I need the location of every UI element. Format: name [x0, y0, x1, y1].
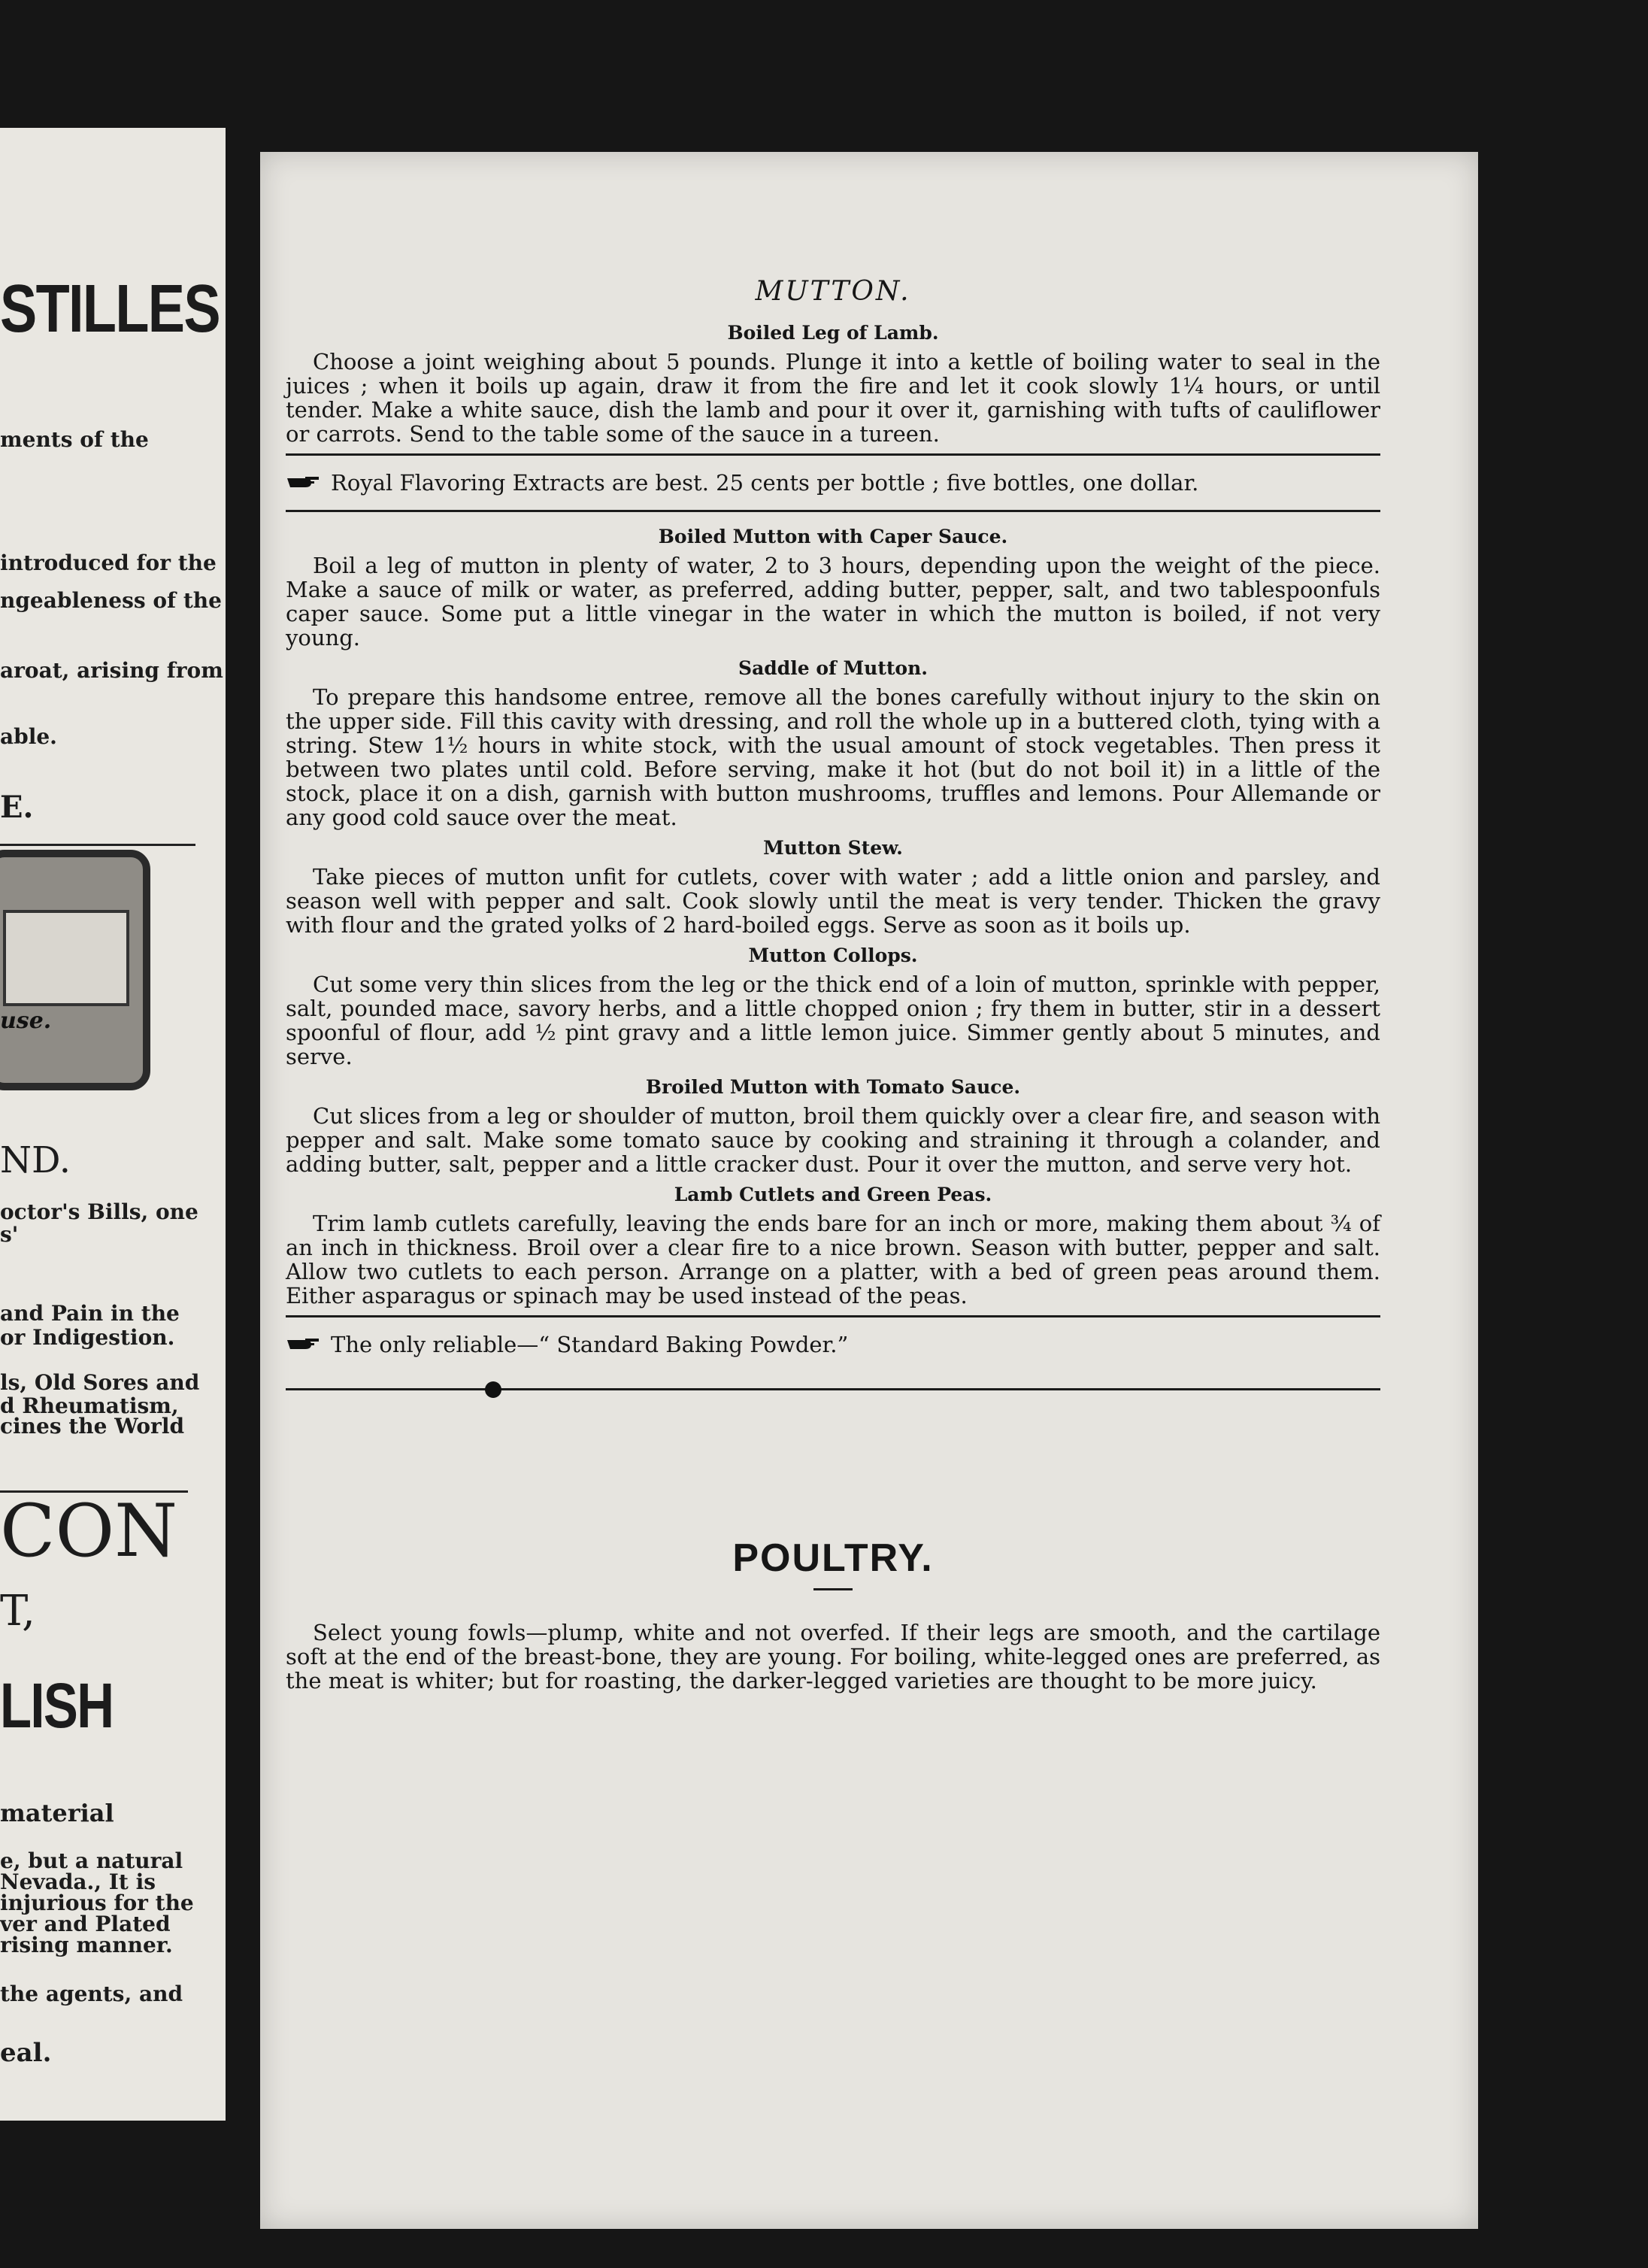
advert-text: The only reliable—“ Standard Baking Powder.” — [331, 1332, 849, 1357]
divider-line — [286, 1388, 1380, 1390]
recipe — [286, 1076, 1380, 1176]
left-page-fragment — [0, 128, 226, 2121]
advert-product-image — [0, 850, 150, 1090]
recipe-title: Boiled Mutton with Caper Sauce. — [658, 526, 1008, 547]
advert-text: Royal Flavoring Extracts are best. 25 cents per bottle ; five bottles, one dollar. — [331, 470, 1199, 496]
recipe-text: Cut some very thin slices from the leg or the thick end of a loin of mutton, sprinkle with pepper, salt, pounded mace, savory herbs, and a little chopped onion ; fry them in butter, stir in a dessert spoonful of flour, add ½ pint gravy and a little lemon juice. Simmer gently about 5 minutes, and serve. — [286, 972, 1380, 1069]
left-heading-fragment: CON — [0, 1489, 178, 1573]
cookbook-page — [260, 152, 1478, 2229]
recipe-text: To prepare this handsome entree, remove all the bones carefully without injury to the skin on the upper side. Fill this cavity with dressing, and roll the whole up in a buttered cloth, tying with a string. Stew 1½ hours in white stock, with the usual amount of stock vegetables. Then press it between two plates until cold. Before serving, make it hot (but do not boil it) in a little of the stock, place it on a dish, garnish with button mushrooms, truffles and lemons. Pour Allemande or any good cold sauce over the meat. — [286, 684, 1380, 830]
ornament-dot-icon — [485, 1381, 501, 1398]
left-text-fragment: E. — [0, 790, 34, 825]
recipe-text: Cut slices from a leg or shoulder of mutton, broil them quickly over a clear fire, and season with pepper and salt. Make some tomato sauce by cooking and straining it through a colander, and adding butter, salt, pepper and a little cracker dust. Pour it over the mutton, and serve very hot. — [286, 1103, 1380, 1177]
left-text-fragment: octor's Bills, one — [0, 1199, 198, 1224]
left-text-fragment: eal. — [0, 2038, 52, 2068]
left-divider — [0, 844, 195, 846]
recipe — [286, 322, 1380, 446]
recipe-title: Boiled Leg of Lamb. — [727, 322, 939, 344]
left-text-fragment: ments of the — [0, 427, 149, 452]
left-text-fragment: d Rheumatism, — [0, 1393, 179, 1418]
recipe-list — [286, 526, 1380, 1308]
left-text-fragment: cines the World — [0, 1414, 185, 1439]
recipe-title: Mutton Stew. — [763, 837, 903, 859]
recipe — [286, 657, 1380, 829]
left-text-fragment: aroat, arising from — [0, 658, 223, 683]
left-text-fragment: ND. — [0, 1139, 71, 1181]
left-text-fragment: and Pain in the — [0, 1301, 180, 1326]
recipe-text: Choose a joint weighing about 5 pounds. Plunge it into a kettle of boiling water to seal in the juices ; when it boils up again, draw it from the fire and let it cook slowly 1¼ hours, or until tender. Make a white sauce, dish the lamb and pour it over it, garnishing with tufts of cauliflower or carrots. Send to the table some of the sauce in a tureen. — [286, 349, 1380, 447]
left-text-fragment: material — [0, 1799, 114, 1827]
ornamental-divider — [286, 1378, 1380, 1400]
recipe-text: Take pieces of mutton unfit for cutlets, cover with water ; add a little onion and parsley, and season well with pepper and salt. Cook slowly until the meat is very tender. Thicken the gravy with flour and the grated yolks of 2 hard-boiled eggs. Serve as soon as it boils up. — [286, 864, 1380, 938]
left-text-fragment: Nevada., It is — [0, 1869, 156, 1894]
left-text-fragment: introduced for the — [0, 550, 217, 575]
recipe — [286, 837, 1380, 937]
left-text-fragment: or Indigestion. — [0, 1325, 175, 1350]
left-text-fragment: ver and Plated — [0, 1912, 171, 1936]
recipe-text: Trim lamb cutlets carefully, leaving the ends bare for an inch or more, making them about ¾ of an inch in thickness. Broil over a clear fire to a nice brown. Season with butter, pepper and salt. Allow two cutlets to each person. Arrange on a platter, with a bed of green peas around them. Either asparagus or spinach may be used instead of the peas. — [286, 1211, 1380, 1308]
left-text-fragment: the agents, and — [0, 1981, 183, 2006]
advert-notice — [286, 456, 1380, 510]
left-heading-fragment: T, — [0, 1587, 35, 1636]
left-text-fragment: s' — [0, 1222, 19, 1247]
recipe — [286, 944, 1380, 1069]
recipe — [286, 526, 1380, 650]
recipe-text: Boil a leg of mutton in plenty of water, 2 to 3 hours, depending upon the weight of the piece. Make a sauce of milk or water, as preferred, adding butter, pepper, salt, and two tablespoonfuls caper sauce. Some put a little vinegar in the water in which the mutton is boiled, if not very young. — [286, 553, 1380, 650]
recipe-list — [286, 322, 1380, 446]
recipe — [286, 1184, 1380, 1308]
section-title: POULTRY. — [732, 1536, 934, 1580]
recipe-title: Broiled Mutton with Tomato Sauce. — [645, 1076, 1021, 1098]
pointing-hand-icon — [286, 1334, 320, 1352]
title-underline — [813, 1588, 853, 1590]
page-content — [286, 276, 1380, 1700]
left-text-fragment: able. — [0, 724, 57, 749]
left-heading-fragment: LISH — [0, 1670, 114, 1741]
advert-notice — [286, 1317, 1380, 1372]
advert-label-panel — [3, 910, 129, 1006]
section-title: MUTTON. — [755, 276, 911, 307]
left-text-fragment: ls, Old Sores and — [0, 1370, 200, 1395]
left-text-fragment: injurious for the — [0, 1891, 194, 1915]
recipe-title: Saddle of Mutton. — [738, 657, 928, 679]
left-text-fragment: e, but a natural — [0, 1848, 183, 1873]
recipe-title: Lamb Cutlets and Green Peas. — [674, 1184, 992, 1205]
left-heading-fragment: STILLES — [0, 271, 220, 347]
advert-rule-bottom — [286, 510, 1380, 512]
advert-caption: use. — [0, 1008, 52, 1034]
recipe-title: Mutton Collops. — [748, 944, 918, 966]
section-text: Select young fowls—plump, white and not overfed. If their legs are smooth, and the cartilage soft at the end of the breast-bone, they are young. For boiling, white-legged ones are preferred, as the meat is whiter; but for roasting, the darker-legged varieties are thought to be more juicy. — [286, 1620, 1380, 1693]
left-text-fragment: ngeableness of the — [0, 588, 222, 613]
pointing-hand-icon — [286, 472, 320, 490]
left-text-fragment: rising manner. — [0, 1933, 173, 1957]
